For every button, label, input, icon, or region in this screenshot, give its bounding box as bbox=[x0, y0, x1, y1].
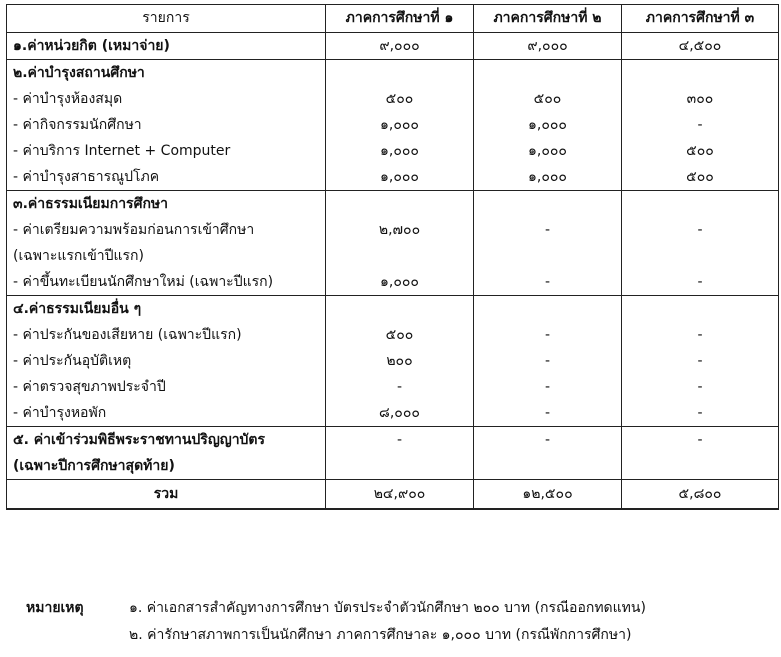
row-term-2: ๕๐๐ bbox=[474, 86, 622, 112]
row-term-3 bbox=[622, 191, 779, 218]
row-term-1 bbox=[326, 243, 474, 269]
table-row bbox=[7, 138, 779, 164]
row-item: - ค่าบริการ Internet + Computer bbox=[7, 138, 326, 164]
table-row bbox=[7, 427, 779, 454]
row-term-2 bbox=[474, 453, 622, 480]
row-term-2: - bbox=[474, 322, 622, 348]
header-item: รายการ bbox=[7, 5, 326, 33]
row-term-1 bbox=[326, 296, 474, 323]
row-term-3: ๕๐๐ bbox=[622, 164, 779, 191]
table-row bbox=[7, 164, 779, 191]
row-term-1: ๒,๗๐๐ bbox=[326, 217, 474, 243]
row-term-3 bbox=[622, 453, 779, 480]
row-term-3: ๕๐๐ bbox=[622, 138, 779, 164]
row-term-2: ๑,๐๐๐ bbox=[474, 164, 622, 191]
row-term-3 bbox=[622, 296, 779, 323]
row-term-2: - bbox=[474, 427, 622, 454]
row-term-3: ๓๐๐ bbox=[622, 86, 779, 112]
row-term-1: ๑,๐๐๐ bbox=[326, 269, 474, 296]
row-item: - ค่าบำรุงหอพัก bbox=[7, 400, 326, 427]
row-term-3: - bbox=[622, 400, 779, 427]
row-term-3: - bbox=[622, 269, 779, 296]
row-term-1: ๑,๐๐๐ bbox=[326, 164, 474, 191]
row-term-1 bbox=[326, 60, 474, 87]
row-term-3: ๔,๕๐๐ bbox=[622, 33, 779, 60]
row-term-2: - bbox=[474, 348, 622, 374]
notes-label: หมายเหตุ bbox=[26, 600, 84, 616]
table-row bbox=[7, 217, 779, 243]
table-row bbox=[7, 400, 779, 427]
header-term-2: ภาคการศึกษาที่ ๒ bbox=[474, 5, 622, 33]
row-item: - ค่าประกันอุบัติเหตุ bbox=[7, 348, 326, 374]
row-term-3: - bbox=[622, 427, 779, 454]
row-term-2: ๑,๐๐๐ bbox=[474, 138, 622, 164]
table-row bbox=[7, 322, 779, 348]
row-term-3: - bbox=[622, 112, 779, 138]
row-term-1 bbox=[326, 191, 474, 218]
row-term-2: ๙,๐๐๐ bbox=[474, 33, 622, 60]
row-term-2 bbox=[474, 60, 622, 87]
table-row bbox=[7, 453, 779, 480]
row-item: - ค่าบำรุงห้องสมุด bbox=[7, 86, 326, 112]
row-term-3: - bbox=[622, 322, 779, 348]
row-term-3: - bbox=[622, 348, 779, 374]
total-term-1: ๒๔,๙๐๐ bbox=[326, 480, 474, 510]
row-term-1: ๑,๐๐๐ bbox=[326, 112, 474, 138]
table-row bbox=[7, 374, 779, 400]
row-item: ๑.ค่าหน่วยกิต (เหมาจ่าย) bbox=[7, 33, 326, 60]
fee-table bbox=[6, 4, 779, 510]
note-item: ๒. ค่ารักษาสภาพการเป็นนักศึกษา ภาคการศึกษาละ ๑,๐๐๐ บาท (กรณีพักการศึกษา) bbox=[129, 627, 632, 643]
row-term-1: ๘,๐๐๐ bbox=[326, 400, 474, 427]
table-row bbox=[7, 243, 779, 269]
header-term-3: ภาคการศึกษาที่ ๓ bbox=[622, 5, 779, 33]
header-row bbox=[7, 5, 779, 33]
note-item: ๑. ค่าเอกสารสำคัญทางการศึกษา บัตรประจำตัวนักศึกษา ๒๐๐ บาท (กรณีออกทดแทน) bbox=[129, 600, 646, 616]
row-term-3 bbox=[622, 243, 779, 269]
row-item: ๓.ค่าธรรมเนียมการศึกษา bbox=[7, 191, 326, 218]
row-item: - ค่าขึ้นทะเบียนนักศึกษาใหม่ (เฉพาะปีแรก) bbox=[7, 269, 326, 296]
row-item: ๔.ค่าธรรมเนียมอื่น ๆ bbox=[7, 296, 326, 323]
total-label: รวม bbox=[7, 480, 326, 510]
row-term-1: ๙,๐๐๐ bbox=[326, 33, 474, 60]
table-row bbox=[7, 33, 779, 60]
row-term-1: - bbox=[326, 427, 474, 454]
row-item: (เฉพาะปีการศึกษาสุดท้าย) bbox=[7, 453, 326, 480]
row-term-2 bbox=[474, 296, 622, 323]
row-term-1 bbox=[326, 453, 474, 480]
row-term-1: ๑,๐๐๐ bbox=[326, 138, 474, 164]
table-row bbox=[7, 296, 779, 323]
row-term-1: ๒๐๐ bbox=[326, 348, 474, 374]
table-row bbox=[7, 60, 779, 87]
table-row bbox=[7, 112, 779, 138]
row-term-2: ๑,๐๐๐ bbox=[474, 112, 622, 138]
row-term-2: - bbox=[474, 374, 622, 400]
row-item: ๒.ค่าบำรุงสถานศึกษา bbox=[7, 60, 326, 87]
row-term-2 bbox=[474, 243, 622, 269]
total-term-3: ๕,๘๐๐ bbox=[622, 480, 779, 510]
row-term-1: - bbox=[326, 374, 474, 400]
row-term-3 bbox=[622, 60, 779, 87]
row-term-3: - bbox=[622, 217, 779, 243]
row-item: - ค่ากิจกรรมนักศึกษา bbox=[7, 112, 326, 138]
row-term-2 bbox=[474, 191, 622, 218]
header-term-1: ภาคการศึกษาที่ ๑ bbox=[326, 5, 474, 33]
row-term-2: - bbox=[474, 217, 622, 243]
row-item: - ค่าตรวจสุขภาพประจำปี bbox=[7, 374, 326, 400]
total-term-2: ๑๒,๕๐๐ bbox=[474, 480, 622, 510]
table-row bbox=[7, 191, 779, 218]
table-row bbox=[7, 348, 779, 374]
total-row bbox=[7, 480, 779, 510]
row-item: ๕. ค่าเข้าร่วมพิธีพระราชทานปริญญาบัตร bbox=[7, 427, 326, 454]
table-row bbox=[7, 269, 779, 296]
row-term-1: ๕๐๐ bbox=[326, 322, 474, 348]
row-item: - ค่าเตรียมความพร้อมก่อนการเข้าศึกษา bbox=[7, 217, 326, 243]
table-row bbox=[7, 86, 779, 112]
row-item: - ค่าประกันของเสียหาย (เฉพาะปีแรก) bbox=[7, 322, 326, 348]
row-term-2: - bbox=[474, 400, 622, 427]
row-term-2: - bbox=[474, 269, 622, 296]
row-term-3: - bbox=[622, 374, 779, 400]
row-item: - ค่าบำรุงสาธารณูปโภค bbox=[7, 164, 326, 191]
row-term-1: ๕๐๐ bbox=[326, 86, 474, 112]
row-item: (เฉพาะแรกเข้าปีแรก) bbox=[7, 243, 326, 269]
